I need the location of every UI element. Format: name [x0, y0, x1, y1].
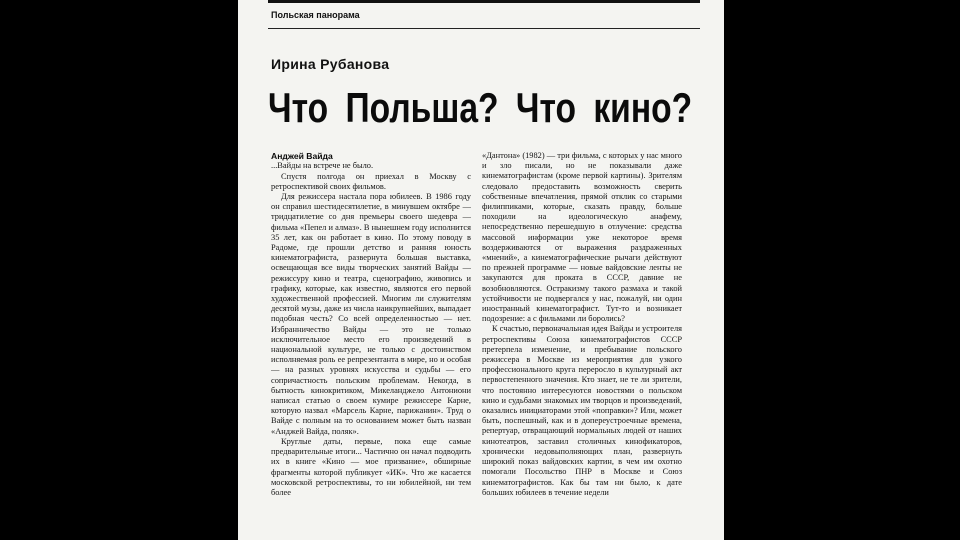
- header-rule: [268, 28, 700, 29]
- article-author: Ирина Рубанова: [271, 56, 390, 72]
- byline: Анджей Вайда: [271, 151, 333, 161]
- article-headline: Что Польша? Что кино?: [268, 84, 693, 131]
- left-column: [271, 151, 471, 540]
- paragraph: Круглые даты, первые, пока еще самые предварительные итоги... Частично он начал подводить их в книге «Кино — мое призвание», обширные фрагменты которой публикует «ИК». Что же касается московской ретроспективы, то ни юбилейной, ни тем более: [271, 436, 471, 497]
- right-column: [482, 151, 682, 540]
- paragraph: «Дантона» (1982) — три фильма, с которых у нас много и зло писали, но не показывали даже кинематографистам (кроме первой картины). Зрителям следовало предоставить возможность сверить собственные впечатления, прямой отклик со старыми филиппиками, которые, сказать правду, больше походили на идеологическую анафему, непосредственно перешедшую в отлучение: средства массовой информации уже некоторое время воздерживаются от выражения раздраженных «мнений», а кинематографические рычаги действуют по прежней программе — новые вайдовские ленты не закупаются для проката в СССР, давние не возобновляются. Остракизму такого размаха и такой устойчивости не подвергался у нас, пожалуй, ни один иностранный кинематографист. Тут-то и возникает подозрение: а с фильмами ли боролись?: [482, 151, 682, 324]
- section-label: Польская панорама: [271, 10, 360, 20]
- top-rule: [268, 0, 700, 3]
- magazine-page: [238, 0, 724, 540]
- paragraph: ...Вайды на встрече не было.: [271, 161, 374, 171]
- paragraph: К счастью, первоначальная идея Вайды и устроителя ретроспективы Союза кинематографистов СССР претерпела изменение, и пребывание польского режиссера в Москве из мероприятия для узкого профессионального круга переросло в культурный акт первостепенного значения. Кто знает, не те ли зрители, что постоянно интересуются новостями о польском кино и судьбами знакомых им творцов и произведений, оказались инициаторами этой «поправки»? Или, может быть, поспешный, как и в допереустроечные времена, репертуар, отвращающий нормальных людей от наших кинотеатров, заставил столичных кинофикаторов, хронически недовыполняющих план, развернуть широкий показ вайдовских картин, в чем им охотно помогали Посольство ПНР в Москве и Союз кинематографистов. Как бы там ни было, к дате больших юбилеев в течение недели: [482, 324, 682, 497]
- paragraph: Спустя полгода он приехал в Москву с ретроспективой своих фильмов.: [271, 171, 471, 191]
- paragraph: Для режиссера настала пора юбилеев. В 1986 году он справил шестидесятилетие, в минувшем октябре — тридцатилетие со дня премьеры своего шедевра — фильма «Пепел и алмаз». В нынешнем году исполнится 35 лет, как он работает в кино. По этому поводу в Радоме, где прошли детство и ранняя юность кинематографиста, развернута большая выставка, освещающая все виды творческих занятий Вайды — режиссуру кино и театра, сценографию, живопись и графику, которые, как известно, являются его первой художественной профессией. Многим ли служителям десятой музы, даже из числа наикрупнейших, выпадает подобная честь? Со всей определенностью — нет. Избранничество Вайды — это не только исключительное место его произведений в национальной культуре, не только с достоинством исполняемая роль ее репрезентанта в мире, но и особая — на разных уровнях искусства и судьбы — его сопричастность польским проблемам. Некогда, в бытность кинокритиком, Микеланджело Антониони написал статью о своем кумире режиссере Карне, которую назвал «Марсель Карне, парижанин». Труд о Вайде с полным на то основанием может быть назван «Анджей Вайда, поляк».: [271, 192, 471, 436]
